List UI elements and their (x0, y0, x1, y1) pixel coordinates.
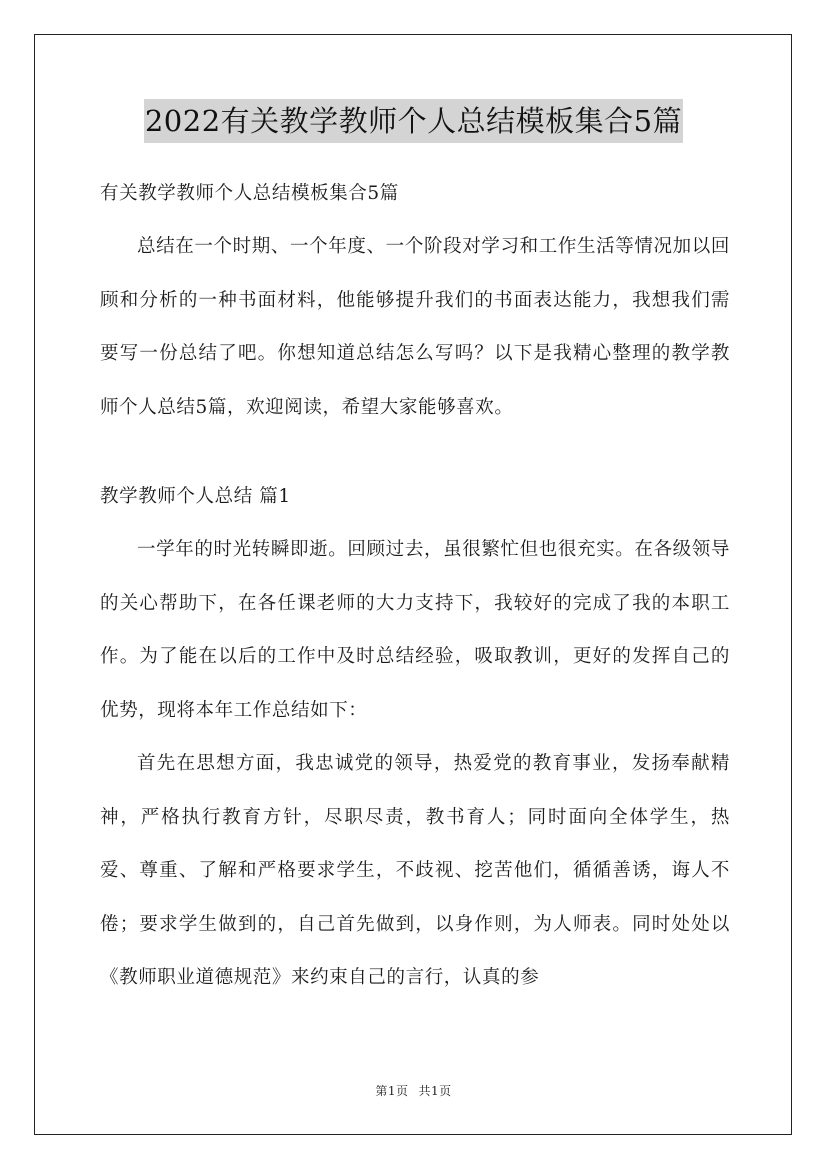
page-total: 共1页 (418, 1084, 452, 1098)
intro-paragraph: 总结在一个时期、一个年度、一个阶段对学习和工作生活等情况加以回顾和分析的一种书面材料，他能够提升我们的书面表达能力，我想我们需要写一份总结了吧。你想知道总结怎么写吗？以下是我精心整理的教学教师个人总结5篇，欢迎阅读，希望大家能够喜欢。 (100, 236, 730, 418)
body-paragraph: 首先在思想方面，我忠诚党的领导，热爱党的教育事业，发扬奉献精神，严格执行教育方针，尽职尽责，教书育人；同时面向全体学生，热爱、尊重、了解和严格要求学生，不歧视、挖苦他们，循循善诱，诲人不倦；要求学生做到的，自己首先做到，以身作则，为人师表。同时处处以《教师职业道德规范》来约束自己的言行，认真的参 (100, 753, 730, 988)
section-heading: 教学教师个人总结 篇1 (100, 486, 291, 507)
title-container (0, 99, 827, 143)
document-subtitle: 有关教学教师个人总结模板集合5篇 (100, 183, 399, 204)
page-footer (0, 1082, 827, 1099)
page-number: 第1页 (375, 1084, 409, 1098)
document-title: 2022有关教学教师个人总结模板集合5篇 (144, 99, 683, 143)
document-body (100, 172, 730, 1005)
body-paragraph: 一学年的时光转瞬即逝。回顾过去，虽很繁忙但也很充实。在各级领导的关心帮助下，在各任课老师的大力支持下，我较好的完成了我的本职工作。为了能在以后的工作中及时总结经验，吸取教训，更好的发挥自己的优势，现将本年工作总结如下： (100, 539, 730, 721)
